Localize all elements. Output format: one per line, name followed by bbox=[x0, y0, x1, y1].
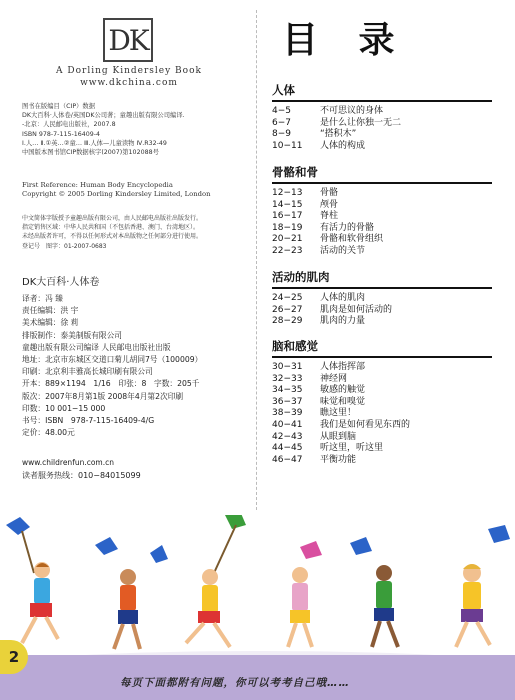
publisher-line: A Dorling Kindersley Book bbox=[56, 66, 202, 76]
credit-line: 责任编辑：洪 宇 bbox=[22, 306, 79, 316]
book-title: DK大百科·人体卷 bbox=[22, 277, 100, 288]
cip-line: Ⅰ.人… Ⅱ.①英…②童… Ⅲ.人体—儿童读物 Ⅳ.R32-49 bbox=[22, 139, 167, 147]
toc-entry-title: 不可思议的身体 bbox=[320, 106, 384, 116]
credit-line: 译者：冯 臻 bbox=[22, 294, 63, 303]
toc-entry-title: “搭积木” bbox=[320, 129, 357, 140]
toc-entry bbox=[272, 362, 492, 374]
toc-page-range: 20−21 bbox=[272, 234, 303, 245]
toc-section-body bbox=[272, 82, 492, 152]
child-figure bbox=[288, 541, 322, 647]
first-reference: First Reference: Human Body Encyclopedia bbox=[22, 181, 173, 189]
toc-page-range: 14−15 bbox=[272, 199, 303, 210]
cip-line: ISBN 978-7-115-16409-4 bbox=[22, 130, 101, 138]
toc-entry bbox=[272, 408, 492, 420]
toc-title: 目 录 bbox=[282, 20, 409, 61]
toc-entry bbox=[272, 223, 492, 235]
toc-section-heading: 脑和感觉 bbox=[272, 338, 492, 358]
toc-section-heading: 活动的肌肉 bbox=[272, 269, 492, 289]
license-line: 指定销售区域：中华人民共和国（不包括香港、澳门、台湾地区）。 bbox=[22, 224, 200, 232]
toc-entry bbox=[272, 455, 492, 467]
toc-page-range: 24−25 bbox=[272, 293, 303, 303]
toc-page-range: 38−39 bbox=[272, 408, 303, 419]
toc-entry bbox=[272, 200, 492, 212]
toc-entry bbox=[272, 118, 492, 130]
table-of-contents bbox=[258, 0, 515, 515]
credit-line: 印数：10 001−15 000 bbox=[22, 403, 106, 413]
toc-entry bbox=[272, 293, 492, 305]
toc-entry-title: 平衡功能 bbox=[320, 454, 357, 465]
service-hotline: 读者服务热线：010−84015099 bbox=[22, 471, 141, 480]
child-figure bbox=[6, 517, 58, 643]
toc-entry-title: 骨骼和软骨组织 bbox=[320, 234, 384, 245]
toc-entry-title: 人体的构成 bbox=[320, 140, 366, 151]
toc-entry bbox=[272, 443, 492, 455]
credit-line: 美术编辑：徐 莉 bbox=[22, 318, 79, 328]
copyright-page bbox=[0, 0, 258, 515]
toc-entry bbox=[272, 316, 492, 328]
toc-section-heading: 骨骼和骨 bbox=[272, 164, 492, 184]
toc-page-range: 6−7 bbox=[272, 117, 291, 128]
toc-entry bbox=[272, 432, 492, 444]
toc-entry bbox=[272, 106, 492, 118]
toc-entry-title: 味觉和嗅觉 bbox=[320, 396, 366, 407]
license-block bbox=[22, 214, 202, 251]
english-info bbox=[22, 181, 210, 199]
toc-entry bbox=[272, 374, 492, 386]
toc-entry-title: 听这里，听这里 bbox=[320, 443, 384, 454]
toc-section-brain bbox=[272, 338, 492, 466]
toc-entry bbox=[272, 141, 492, 153]
credit-line: 书号：ISBN 978-7-115-16409-4/G bbox=[22, 416, 155, 426]
child-figure bbox=[456, 525, 510, 647]
copyright-line: Copyright © 2005 Dorling Kindersley Limited, London bbox=[22, 190, 211, 198]
toc-page-range: 28−29 bbox=[272, 316, 303, 327]
toc-page-range: 34−35 bbox=[272, 385, 303, 396]
toc-entry bbox=[272, 129, 492, 141]
child-figure bbox=[350, 537, 398, 647]
children-website: www.childrenfun.com.cn bbox=[22, 458, 114, 467]
toc-entry-title: 从眼到脑 bbox=[320, 431, 357, 442]
toc-page-range: 30−31 bbox=[272, 362, 303, 372]
toc-page-range: 32−33 bbox=[272, 373, 303, 384]
toc-entry bbox=[272, 420, 492, 432]
toc-section-heading: 人体 bbox=[272, 82, 492, 102]
toc-page-range: 18−19 bbox=[272, 222, 303, 233]
credit-line: 地址：北京市东城区交道口菊儿胡同7号（100009） bbox=[22, 355, 203, 365]
cip-line: -北京：人民邮电出版社，2007.8 bbox=[22, 121, 116, 129]
toc-entry-title: 活动的关节 bbox=[320, 245, 366, 256]
toc-page-range: 40−41 bbox=[272, 419, 303, 430]
cip-block bbox=[22, 102, 185, 157]
cip-line: 图书在版编目（CIP）数据 bbox=[22, 103, 96, 110]
toc-page-range: 22−23 bbox=[272, 245, 303, 256]
license-line: 未经出版者许可，不得以任何形式对本出版物之任何部分进行使用。 bbox=[22, 233, 203, 241]
toc-entry bbox=[272, 188, 492, 200]
credit-line: 开本：889×1194 1/16 印张：8 字数：205千 bbox=[22, 379, 200, 389]
toc-entry-title: 敏感的触觉 bbox=[320, 385, 366, 396]
toc-entry-title: 我们是如何看见东西的 bbox=[320, 419, 411, 430]
credits-block bbox=[22, 293, 202, 439]
toc-entry-title: 人体指挥部 bbox=[320, 362, 366, 372]
toc-page-range: 10−11 bbox=[272, 140, 303, 151]
toc-entry bbox=[272, 234, 492, 246]
publisher-website: www.dkchina.com bbox=[80, 78, 178, 88]
toc-page-range: 26−27 bbox=[272, 304, 303, 315]
dk-logo: DK bbox=[103, 18, 153, 62]
credit-line: 定价：48.00元 bbox=[22, 428, 75, 438]
toc-entry bbox=[272, 305, 492, 317]
toc-page-range: 44−45 bbox=[272, 443, 303, 454]
toc-entry-title: 瞧这里！ bbox=[320, 408, 357, 419]
toc-page-range: 36−37 bbox=[272, 396, 303, 407]
toc-entry-title: 肌肉的力量 bbox=[320, 316, 366, 327]
toc-page-range: 16−17 bbox=[272, 211, 303, 222]
toc-page-range: 12−13 bbox=[272, 188, 303, 198]
cip-line: DK大百科·人体卷/英国DK公司著；童趣出版有限公司编译. bbox=[22, 112, 185, 120]
credit-line: 版次：2007年8月第1版 2008年4月第2次印刷 bbox=[22, 391, 184, 401]
credit-line: 排版制作：泰美制版有限公司 bbox=[22, 330, 122, 340]
license-line: 中文简体字版授予童趣出版有限公司，由人民邮电出版社出版发行。 bbox=[22, 215, 203, 222]
license-line: 登记号 图字：01-2007-0683 bbox=[22, 242, 107, 250]
footer-question-note: 每页下面都附有问题，你可以考考自己哦…… bbox=[120, 677, 350, 689]
toc-entry-title: 脊柱 bbox=[320, 211, 339, 222]
page-number: 2 bbox=[0, 640, 28, 674]
toc-entry bbox=[272, 385, 492, 397]
toc-entry-title: 有活力的骨骼 bbox=[320, 222, 375, 233]
child-figure bbox=[95, 537, 168, 649]
child-figure bbox=[186, 515, 246, 647]
toc-entry-title: 骨骼 bbox=[320, 188, 339, 198]
toc-section-bones bbox=[272, 164, 492, 258]
credit-line: 童趣出版有限公司编译 人民邮电出版社出版 bbox=[22, 342, 171, 352]
toc-page-range: 4−5 bbox=[272, 106, 291, 116]
toc-entry-title: 神经网 bbox=[320, 373, 348, 384]
toc-entry bbox=[272, 211, 492, 223]
toc-page-range: 8−9 bbox=[272, 129, 291, 140]
toc-entry bbox=[272, 246, 492, 258]
toc-entry bbox=[272, 397, 492, 409]
toc-page-range: 46−47 bbox=[272, 454, 303, 465]
toc-entry-title: 人体的肌肉 bbox=[320, 293, 366, 303]
toc-entry-title: 是什么让你独一无二 bbox=[320, 117, 402, 128]
credit-line: 印刷：北京利丰雅高长城印刷有限公司 bbox=[22, 367, 153, 377]
toc-entry-title: 颅骨 bbox=[320, 199, 339, 210]
cip-line: 中国版本图书馆CIP数据核字(2007)第102088号 bbox=[22, 149, 159, 157]
toc-page-range: 42−43 bbox=[272, 431, 303, 442]
toc-section-muscles bbox=[272, 269, 492, 328]
toc-entry-title: 肌肉是如何活动的 bbox=[320, 304, 393, 315]
